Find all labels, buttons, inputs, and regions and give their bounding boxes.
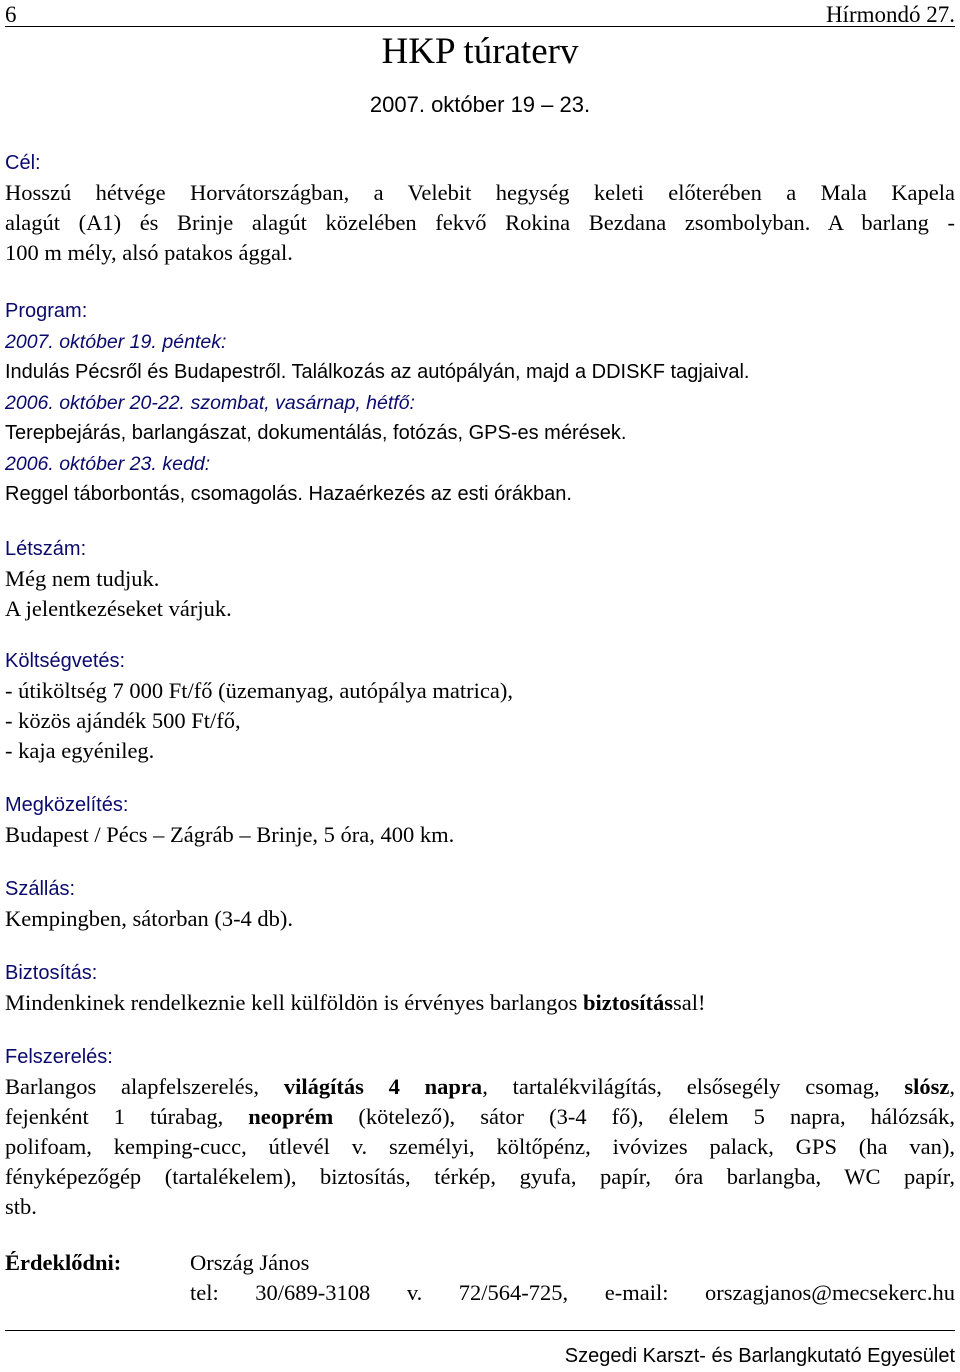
equipment-line: fényképezőgép (tartalékelem), biztosítás, térkép, gyufa, papír, óra barlangba, WC papír, [5, 1164, 955, 1189]
accommodation-heading: Szállás: [5, 878, 76, 900]
insurance-text: Mindenkinek rendelkeznie kell külföldön is érvényes barlangos biztosítással! [5, 990, 706, 1015]
headcount-line: Még nem tudjuk. [5, 566, 160, 591]
budget-line: - útiköltség 7 000 Ft/fő (üzemanyag, autópálya matrica), [5, 678, 513, 703]
goal-heading: Cél: [5, 152, 41, 174]
insurance-heading: Biztosítás: [5, 962, 98, 984]
program-section [5, 296, 955, 509]
contact-name: Ország János [190, 1250, 310, 1275]
program-day-text: Indulás Pécsről és Budapestről. Találkozás az autópályán, majd a DDISKF tagjaival. [5, 361, 750, 383]
equipment-section [5, 1042, 955, 1222]
approach-section [5, 790, 955, 850]
headcount-line: A jelentkezéseket várjuk. [5, 596, 232, 621]
contact-label: Érdeklődni: [5, 1250, 122, 1275]
approach-text: Budapest / Pécs – Zágráb – Brinje, 5 óra, 400 km. [5, 822, 455, 847]
page-header [5, 0, 955, 27]
accommodation-section [5, 874, 955, 934]
equipment-line: fejenként 1 túrabag, neoprém (kötelező), sátor (3-4 fő), élelem 5 napra, hálózsák, [5, 1104, 955, 1129]
equipment-line: Barlangos alapfelszerelés, világítás 4 napra, tartalékvilágítás, elsősegély csomag, slósz, [5, 1074, 955, 1099]
goal-line: 100 m mély, alsó patakos ággal. [5, 240, 293, 265]
program-day-header: 2006. október 20-22. szombat, vasárnap, hétfő: [5, 392, 415, 414]
page-number: 6 [5, 2, 17, 27]
accommodation-text: Kempingben, sátorban (3-4 db). [5, 906, 294, 931]
program-heading: Program: [5, 300, 88, 322]
budget-line: - kaja egyénileg. [5, 738, 155, 763]
page-footer [5, 1330, 955, 1367]
program-day-header: 2007. október 19. péntek: [5, 331, 227, 353]
budget-section [5, 646, 955, 766]
publication-name: Hírmondó 27. [825, 2, 955, 27]
budget-heading: Költségvetés: [5, 650, 126, 672]
program-day-header: 2006. október 23. kedd: [5, 453, 211, 475]
insurance-section [5, 958, 955, 1018]
contact-details: tel: 30/689-3108 v. 72/564-725, e-mail: orszagjanos@mecsekerc.hu [190, 1280, 955, 1305]
page-title: HKP túraterv [381, 31, 579, 72]
goal-line: Hosszú hétvége Horvátországban, a Velebit hegység keleti előterében a Mala Kapela [5, 180, 955, 205]
tour-date: 2007. október 19 – 23. [369, 92, 591, 117]
program-day-text: Terepbejárás, barlangászat, dokumentálás, fotózás, GPS-es mérések. [5, 422, 627, 444]
equipment-line: stb. [5, 1194, 37, 1219]
equipment-heading: Felszerelés: [5, 1046, 113, 1068]
equipment-line: polifoam, kemping-cucc, útlevél v. személyi, költőpénz, ivóvizes palack, GPS (ha van), [5, 1134, 955, 1159]
approach-heading: Megközelítés: [5, 794, 129, 816]
program-day-text: Reggel táborbontás, csomagolás. Hazaérkezés az esti órákban. [5, 483, 572, 505]
contact-section [5, 1248, 955, 1308]
headcount-section [5, 534, 955, 624]
goal-section [5, 148, 955, 268]
budget-line: - közös ajándék 500 Ft/fő, [5, 708, 241, 733]
footer-organization: Szegedi Karszt- és Barlangkutató Egyesület [564, 1345, 955, 1367]
headcount-heading: Létszám: [5, 538, 87, 560]
goal-line: alagút (A1) és Brinje alagút közelében fekvő Rokina Bezdana zsombolyban. A barlang - [5, 210, 955, 235]
